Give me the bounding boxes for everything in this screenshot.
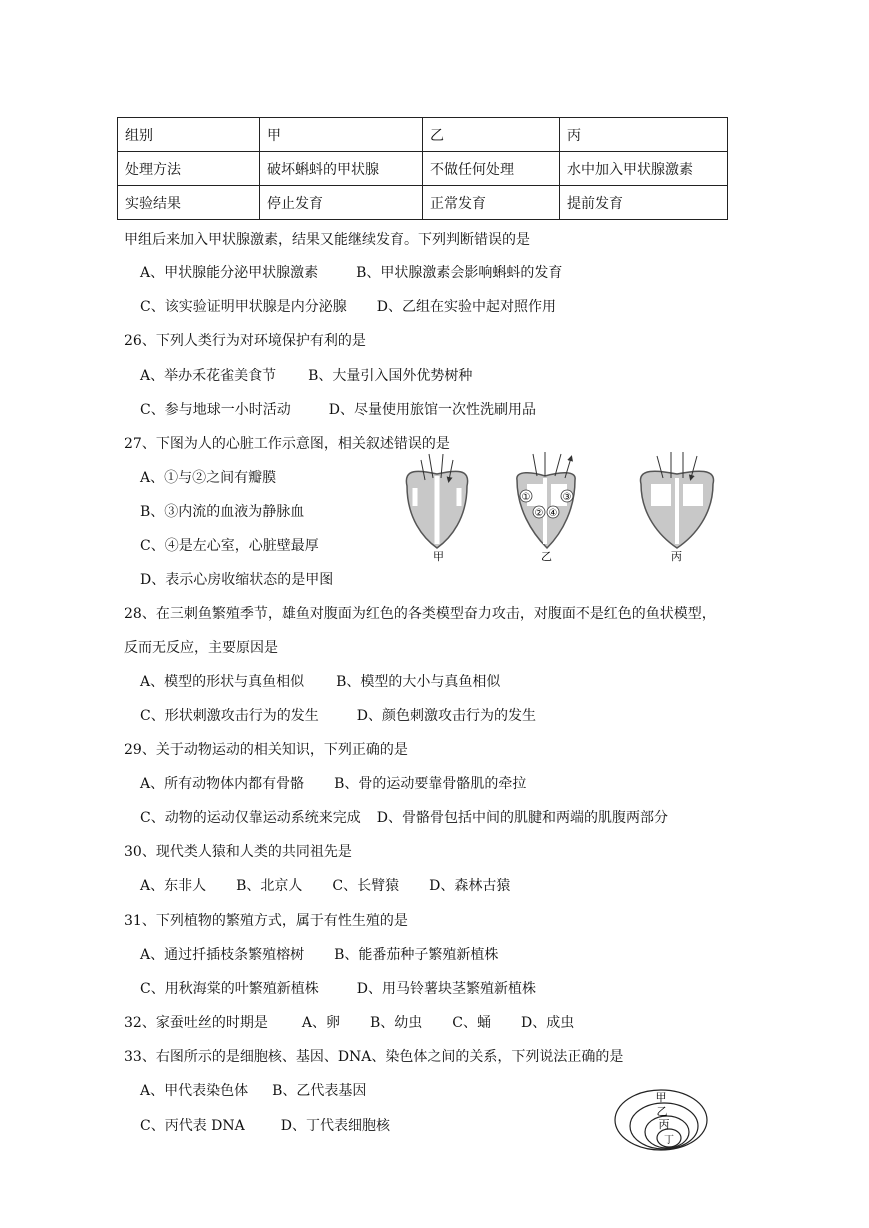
option-row <box>140 400 536 420</box>
question-stem: 33、右图所示的是细胞核、基因、DNA、染色体之间的关系，下列说法正确的是 <box>124 1049 624 1065</box>
option-b: B、北京人 <box>236 878 303 894</box>
question-stem: 27、下图为人的心脏工作示意图，相关叙述错误的是 <box>124 436 450 452</box>
option-a: A、①与②之间有瓣膜 <box>140 470 277 486</box>
option-row <box>140 876 510 896</box>
option-b: B、甲状腺激素会影响蝌蚪的发育 <box>356 265 563 281</box>
option-row <box>140 672 500 692</box>
heart-label-jia: 甲 <box>433 550 444 563</box>
option-b: B、能番茄种子繁殖新植株 <box>334 947 499 963</box>
heart-label-yi: 乙 <box>541 550 552 563</box>
circle-label: 甲 <box>655 1091 667 1104</box>
chamber-mark: ② <box>534 508 544 519</box>
option-row <box>140 297 556 317</box>
option-row <box>140 1081 366 1101</box>
table-cell: 乙 <box>423 118 560 152</box>
question-stem: 31、下列植物的繁殖方式，属于有性生殖的是 <box>124 913 408 929</box>
option-c: C、蛹 <box>452 1015 491 1031</box>
question-stem: 甲组后来加入甲状腺激素，结果又能继续发育。下列判断错误的是 <box>124 232 530 248</box>
option-b: B、模型的大小与真鱼相似 <box>336 674 501 690</box>
option-b: B、大量引入国外优势树种 <box>308 368 473 384</box>
option-b: B、幼虫 <box>369 1015 423 1031</box>
heart-label-bing: 丙 <box>671 550 682 563</box>
option-a: A、卵 <box>301 1015 340 1031</box>
circle-label: 丙 <box>658 1118 670 1131</box>
table-cell: 不做任何处理 <box>423 152 560 186</box>
option-d: D、森林古猿 <box>429 878 511 894</box>
option-row <box>140 706 536 726</box>
table-row <box>118 186 728 220</box>
table-cell: 水中加入甲状腺激素 <box>560 152 728 186</box>
chamber-mark: ④ <box>548 508 558 519</box>
option-b: B、③内流的血液为静脉血 <box>140 504 305 520</box>
table-row <box>118 152 728 186</box>
nested-circles-diagram <box>612 1087 710 1153</box>
option-b: B、骨的运动要靠骨骼肌的牵拉 <box>334 776 527 792</box>
table-cell: 实验结果 <box>118 186 260 220</box>
option-row <box>140 1116 390 1136</box>
option-c: C、用秋海棠的叶繁殖新植株 <box>140 981 319 997</box>
option-d: D、颜色刺激攻击行为的发生 <box>356 708 536 724</box>
heart-jia <box>406 454 467 563</box>
option-a: A、举办禾花雀美食节 <box>140 368 277 384</box>
question-stem: 26、下列人类行为对环境保护有利的是 <box>124 333 366 349</box>
table-cell: 提前发育 <box>560 186 728 220</box>
option-row <box>140 979 536 999</box>
heart-yi <box>517 452 575 563</box>
table-cell: 正常发育 <box>423 186 560 220</box>
table-row <box>118 118 728 152</box>
option-c: C、动物的运动仅靠运动系统来完成 <box>140 810 361 826</box>
option-a: A、所有动物体内都有骨骼 <box>140 776 305 792</box>
table-cell: 处理方法 <box>118 152 260 186</box>
heart-diagram <box>395 448 735 566</box>
option-d: D、用马铃薯块茎繁殖新植株 <box>356 981 536 997</box>
option-a: A、甲代表染色体 <box>140 1083 249 1099</box>
table-cell: 停止发育 <box>260 186 423 220</box>
option-d: D、尽量使用旅馆一次性洗刷用品 <box>328 402 536 418</box>
option-a: A、模型的形状与真鱼相似 <box>140 674 305 690</box>
option-c: C、丙代表 DNA <box>140 1118 245 1134</box>
chamber-mark: ③ <box>562 492 572 503</box>
table-cell: 破坏蝌蚪的甲状腺 <box>260 152 423 186</box>
option-d: D、丁代表细胞核 <box>280 1118 390 1134</box>
option-row <box>140 808 668 828</box>
option-c: C、该实验证明甲状腺是内分泌腺 <box>140 299 347 315</box>
option-c: C、长臂猿 <box>332 878 400 894</box>
question-stem: 32、家蚕吐丝的时期是 <box>124 1015 268 1031</box>
option-d: D、表示心房收缩状态的是甲图 <box>140 572 334 588</box>
option-b: B、乙代表基因 <box>272 1083 367 1099</box>
option-d: D、骨骼骨包括中间的肌腱和两端的肌腹两部分 <box>376 810 668 826</box>
option-c: C、参与地球一小时活动 <box>140 402 291 418</box>
option-row <box>140 263 562 283</box>
table-cell: 丙 <box>560 118 728 152</box>
question-stem-continued: 反而无反应，主要原因是 <box>124 640 278 656</box>
option-row <box>140 774 526 794</box>
question-stem: 29、关于动物运动的相关知识，下列正确的是 <box>124 742 408 758</box>
option-row <box>140 945 498 965</box>
option-a: A、通过扦插枝条繁殖榕树 <box>140 947 305 963</box>
option-a: A、甲状腺能分泌甲状腺激素 <box>140 265 319 281</box>
circle-label: 丁 <box>664 1135 674 1146</box>
option-row <box>140 366 472 386</box>
experiment-table <box>117 117 728 220</box>
circle-label: 乙 <box>656 1105 668 1118</box>
question-stem: 28、在三刺鱼繁殖季节，雄鱼对腹面为红色的各类模型奋力攻击，对腹面不是红色的鱼状模型， <box>124 606 716 622</box>
option-d: D、成虫 <box>520 1015 575 1031</box>
option-a: A、东非人 <box>140 878 207 894</box>
table-cell: 组别 <box>118 118 260 152</box>
question-row <box>124 1013 574 1033</box>
option-d: D、乙组在实验中起对照作用 <box>376 299 556 315</box>
chamber-mark: ① <box>521 492 531 503</box>
option-c: C、④是左心室，心脏壁最厚 <box>140 538 319 554</box>
option-c: C、形状刺激攻击行为的发生 <box>140 708 319 724</box>
question-stem: 30、现代类人猿和人类的共同祖先是 <box>124 844 352 860</box>
table-cell: 甲 <box>260 118 423 152</box>
heart-bing <box>640 452 713 563</box>
